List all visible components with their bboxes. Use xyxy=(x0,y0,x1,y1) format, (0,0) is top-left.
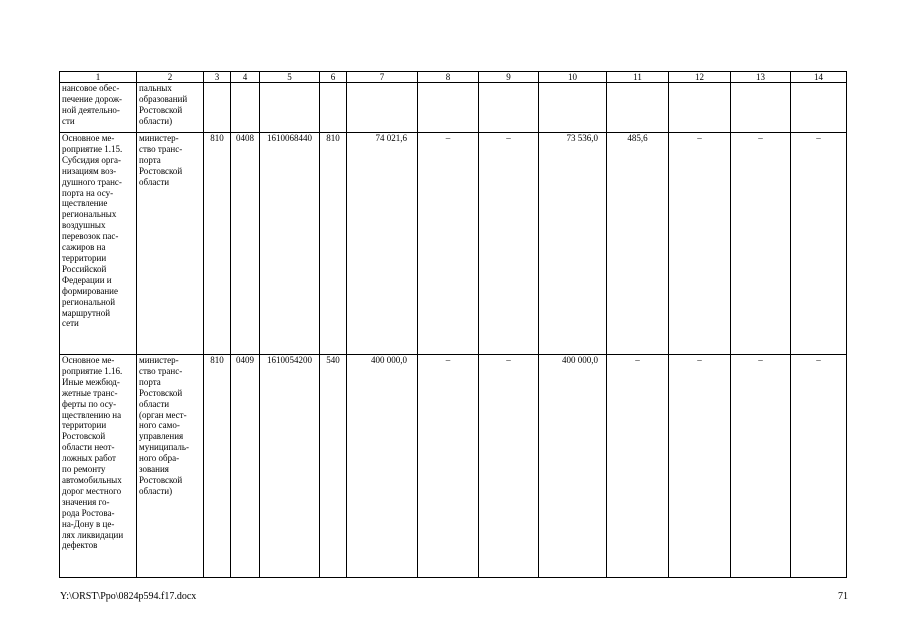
year-amount-cell: – xyxy=(479,133,539,355)
column-number: 2 xyxy=(137,72,204,83)
year-amount-cell: – xyxy=(791,133,847,355)
target-article-cell xyxy=(260,83,320,133)
expense-type-cell xyxy=(320,83,347,133)
column-number: 11 xyxy=(607,72,669,83)
column-number: 3 xyxy=(204,72,231,83)
expense-type-cell: 540 xyxy=(320,355,347,578)
responsible-executor-cell: министер- ство транс- порта Ростовской области xyxy=(137,133,204,355)
total-amount-cell: 74 021,6 xyxy=(347,133,418,355)
column-number: 5 xyxy=(260,72,320,83)
year-amount-cell: – xyxy=(791,355,847,578)
column-number: 8 xyxy=(418,72,479,83)
year-amount-cell xyxy=(539,83,607,133)
responsible-executor-cell: министер- ство транс- порта Ростовской области (орган мест- ного само- управления муниципаль- ного обра- зования Ростовской области) xyxy=(137,355,204,578)
target-article-cell: 1610068440 xyxy=(260,133,320,355)
year-amount-cell xyxy=(669,83,731,133)
measure-name-cell: Основное ме- роприятие 1.16. Иные межбюд- жетные транс- ферты по осу- ществлению на территории Ростовской области неот- ложных работ по ремонту автомобильных дорог местного значения го- рода Ростова- на-Дону в це- лях ликвидации дефектов xyxy=(60,355,137,578)
year-amount-cell: 73 536,0 xyxy=(539,133,607,355)
year-amount-cell: – xyxy=(418,355,479,578)
total-amount-cell xyxy=(347,83,418,133)
column-number: 6 xyxy=(320,72,347,83)
page-number: 71 xyxy=(838,591,848,602)
section-code-cell: 0409 xyxy=(231,355,260,578)
table-row xyxy=(60,83,847,133)
column-number: 7 xyxy=(347,72,418,83)
year-amount-cell: – xyxy=(731,355,791,578)
column-number: 9 xyxy=(479,72,539,83)
year-amount-cell: – xyxy=(418,133,479,355)
section-code-cell: 0408 xyxy=(231,133,260,355)
column-number: 10 xyxy=(539,72,607,83)
year-amount-cell xyxy=(479,83,539,133)
column-number: 13 xyxy=(731,72,791,83)
responsible-executor-cell: пальных образований Ростовской области) xyxy=(137,83,204,133)
column-number: 1 xyxy=(60,72,137,83)
table-row xyxy=(60,133,847,355)
year-amount-cell xyxy=(791,83,847,133)
target-article-cell: 1610054200 xyxy=(260,355,320,578)
measure-name-cell: Основное ме- роприятие 1.15. Субсидия орга- низациям воз- душного транс- порта на осу- ществление региональных воздушных перевозок пас- сажиров на территории Российской Федерации и формирование региональной маршрутной сети xyxy=(60,133,137,355)
table-row xyxy=(60,355,847,578)
year-amount-cell: – xyxy=(669,133,731,355)
year-amount-cell: – xyxy=(669,355,731,578)
column-number: 4 xyxy=(231,72,260,83)
document-table xyxy=(59,71,847,578)
column-number: 12 xyxy=(669,72,731,83)
year-amount-cell: 485,6 xyxy=(607,133,669,355)
year-amount-cell: – xyxy=(607,355,669,578)
year-amount-cell: – xyxy=(731,133,791,355)
measure-name-cell: нансовое обес- печение дорож- ной деятельно- сти xyxy=(60,83,137,133)
year-amount-cell: – xyxy=(479,355,539,578)
year-amount-cell xyxy=(731,83,791,133)
year-amount-cell: 400 000,0 xyxy=(539,355,607,578)
grbs-code-cell xyxy=(204,83,231,133)
total-amount-cell: 400 000,0 xyxy=(347,355,418,578)
footer-file-path: Y:\ORST\Ppo\0824p594.f17.docx xyxy=(60,591,197,602)
expense-type-cell: 810 xyxy=(320,133,347,355)
year-amount-cell xyxy=(418,83,479,133)
year-amount-cell xyxy=(607,83,669,133)
grbs-code-cell: 810 xyxy=(204,355,231,578)
column-number-row xyxy=(60,72,847,83)
column-number: 14 xyxy=(791,72,847,83)
grbs-code-cell: 810 xyxy=(204,133,231,355)
section-code-cell xyxy=(231,83,260,133)
